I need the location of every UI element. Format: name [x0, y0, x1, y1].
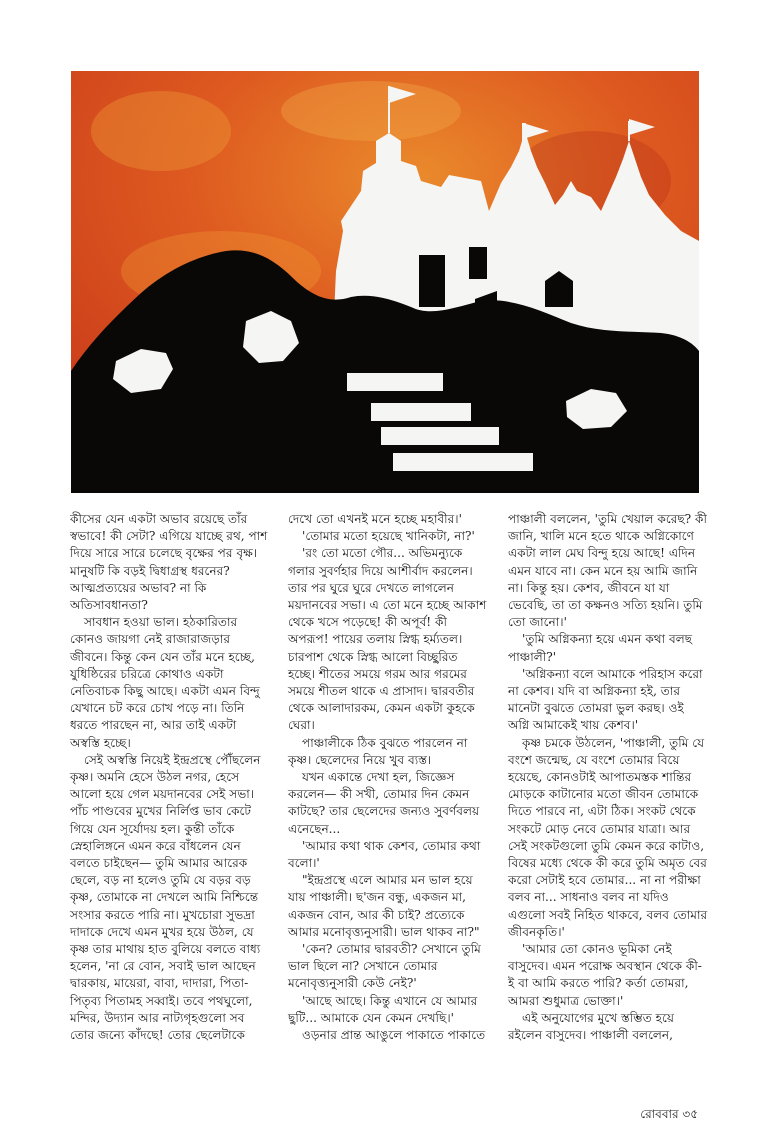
paragraph: 'তোমার মতো হয়েছে খানিকটা, না?'	[302, 529, 475, 544]
paragraph: 'তুমি অগ্নিকন্যা হয়ে এমন কথা বলছ পাঞ্চালী?'	[508, 632, 693, 664]
papercut-temple-illustration	[71, 71, 699, 493]
paragraph: যখন একান্তে দেখা হল, জিজ্ঞেস করলেন— কী সখী, তোমার দিন কেমন কাটছে? তার ছেলেদের জন্যও সুবর্ণবলয় এনেছেন...	[288, 770, 480, 836]
page-folio: রোববার ৩৫	[640, 1107, 698, 1121]
paragraph: কীসের যেন একটা অভাব রয়েছে তাঁর স্বভাবে! কী সেটা? এগিয়ে যাচ্ছে রথ, পাশ দিয়ে সারে সারে চলেছে বৃক্ষের পর বৃক্ষ। মানুষটি কি বড়ই দ্বিধাগ্রস্থ ধরনের? আত্মপ্রত্যয়ের অভাব? না কি অতিসাবধানতা?	[70, 512, 268, 613]
paragraph: কৃষ্ণ চমকে উঠলেন, 'পাঞ্চালী, তুমি যে বংশে জন্মেছ, যে বংশে তোমার বিয়ে হয়েছে, কোনওটাই আপাতমস্তক শান্তির মোড়কে কাটানোর মতো জীবন তোমাকে দিতে পারবে না, এটা ঠিক। সংকট থেকে সংকটে মোড় নেবে তোমার যাত্রা। আর সেই সংকটগুলো তুমি কেমন করে কাটাও, বিষের মধ্যে থেকে কী করে তুমি অমৃত বের করো সেটাই হবে তোমার... না না পরীক্ষা বলব না... সাধনাও বলব না যদিও এগুলো সবই নিহিত থাকবে, বলব তোমার জীবনকৃতি।'	[508, 735, 708, 939]
paragraph: ওড়নার প্রান্ত আঙুলে পাকাতে পাকাতে	[302, 1028, 486, 1043]
paragraph: সেই অস্বস্তি নিয়েই ইন্দ্রপ্রস্থে পৌঁছলেন কৃষ্ণ। অমনি হেসে উঠল নগর, হেসে আলো হয়ে গেল ময়দানবের সেই সভা। পাঁচ পাণ্ডবের মুখের নির্লিপ্ত ভাব কেটে গিয়ে যেন সূর্যোদয় হল। কুন্তী তাঁকে স্নেহালিঙ্গনে এমন করে বাঁধলেন যেন বলতে চাইছেন— তুমি আমার আরেক ছেলে, বড় না হলেও তুমি যে বড়র বড় কৃষ্ণ, তোমাকে না দেখলে আমি নিশ্চিন্তে সংসার করতে পারি না। মুখচোরা সুভদ্রা দাদাকে দেখে এমন মুখর হয়ে উঠল, যে কৃষ্ণ তার মাথায় হাত বুলিয়ে বলতে বাধ্য হলেন, 'না রে বোন, সবাই ভাল আছেন দ্বারকায়, মায়েরা, বাবা, দাদারা, পিতা-পিতৃব্য পিতামহ সব্বাই। তবে পথঘুলো, মন্দির, উদ্যান আর নাট্যগৃহগুলো সব তোর জন্যে কাঁদছে! তোর ছেলেটাকে	[70, 752, 261, 1043]
paragraph: 'আমার তো কোনও ভূমিকা নেই বাসুদেব। এমন পরোক্ষ অবস্থান থেকে কী-ই বা আমি করতে পারি? কর্তা তোমরা, আমরা শুধুমাত্র ভোক্তা।'	[508, 942, 702, 1008]
column-1	[70, 511, 270, 1044]
paragraph: এই অনুযোগের মুখে স্তম্ভিত হয়ে রইলেন বাসুদেব। পাঞ্চালী বললেন,	[508, 1010, 674, 1043]
paragraph: 'কেন? তোমার দ্বারবতী? সেখানে তুমি ভাল ছিলে না? সেখানে তোমার মনোবৃত্ত্যনুসারী কেউ নেই?'	[288, 942, 481, 991]
paragraph: 'আছে আছে। কিন্তু এখানে যে আমার ছুটি... আমাকে যেন কেমন দেখছি।'	[288, 993, 478, 1025]
column-2	[288, 511, 488, 1044]
paragraph: 'রং তো মতো গৌর... অভিমন্যুকে গলার সুবর্ণহার দিয়ে আশীর্বাদ করলেন। তার পর ঘুরে ঘুরে দেখতে লাগলেন ময়দানবের সভা। এ তো মনে হচ্ছে আকাশ থেকে খসে পড়েছে! কী অপূর্ব! কী অপরূপ! পায়ের তলায় স্নিগ্ধ হর্ম্যতল। চারপাশ থেকে স্নিগ্ধ আলো বিচ্ছুরিত হচ্ছে। শীতের সময়ে গরম আর গরমের সময়ে শীতল থাকে এ প্রাসাদ। দ্বারবতীর থেকে আলাদারকম, কেমন একটা কুহকে ঘেরা।	[288, 546, 487, 733]
paragraph: 'অগ্নিকন্যা বলে আমাকে পরিহাস করো না কেশব। যদি বা অগ্নিকন্যা হই, তার মানেটা বুঝতে তোমরা ভুল করছ। ওই অগ্নি আমাকেই খায় কেশব।'	[508, 666, 703, 733]
paragraph: সাবধান হওয়া ভাল। হঠকারিতার কোনও জায়গা নেই রাজারাজড়ার জীবনে। কিন্তু কেন যেন তাঁর মনে হচ্ছে, যুধিষ্ঠিরের চরিত্রে কোথাও একটা নেতিবাচক কিছু আছে। একটা এমন বিন্দু যেখানে চট করে চোখ পড়ে না। তিনি ধরতে পারছেন না, আর তাই একটা অস্বস্তি হচ্ছে।	[70, 615, 260, 750]
paragraph: "ইন্দ্রপ্রস্থে এলে আমার মন ভাল হয়ে যায় পাঞ্চালী। ছ'জন বন্ধু, একজন মা, একজন বোন, আর কী চাই? প্রত্যেকে আমার মনোবৃত্ত্যনুসারী। ভাল থাকব না?"	[288, 873, 480, 939]
illustration	[71, 71, 699, 493]
paragraph: দেখে তো এখনই মনে হচ্ছে মহাবীর।'	[288, 512, 462, 526]
paragraph: পাঞ্চালীকে ঠিক বুঝতে পারলেন না কৃষ্ণ। ছেলেদের নিয়ে খুব ব্যস্ত।	[288, 735, 468, 767]
paragraph: 'আমার কথা থাক কেশব, তোমার কথা বলো।'	[288, 838, 481, 871]
column-3	[508, 511, 708, 1044]
paragraph: পাঞ্চালী বললেন, 'তুমি খেয়াল করেছ? কী জানি, খালি মনে হতে থাকে অগ্নিকোণে একটা লাল মেঘ বিন্দু হয়ে আছে! এদিন এমন যাবে না। কেন মনে হয় আমি জানি না। কিন্তু হয়। কেশব, জীবনে যা যা ভেবেছি, তা তা কক্ষনও সত্যি হয়নি। তুমি তো জানো।'	[508, 512, 707, 630]
